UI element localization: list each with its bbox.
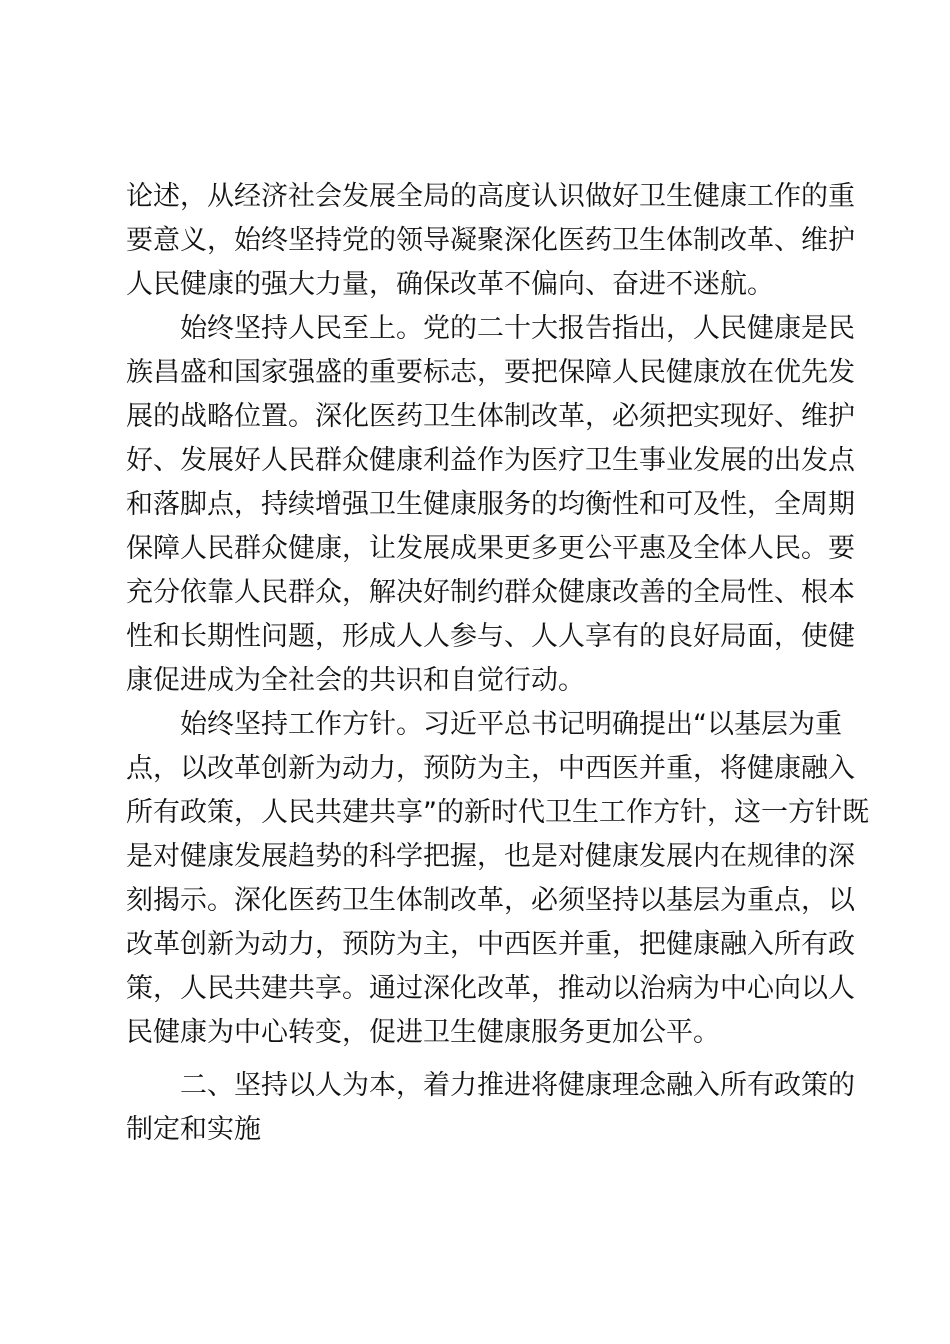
paragraph-first-line: 始终坚持人民至上。党的二十大报告指出，人民健康是民 xyxy=(180,313,855,344)
text-line: 好、发展好人民群众健康利益作为医疗卫生事业发展的出发点 xyxy=(126,445,855,476)
text-line: 人民健康的强大力量，确保改革不偏向、奋进不迷航。 xyxy=(126,269,774,300)
text-line: 和落脚点，持续增强卫生健康服务的均衡性和可及性，全周期 xyxy=(126,489,855,520)
text-line: 点，以改革创新为动力，预防为主，中西医并重，将健康融入 xyxy=(126,753,855,784)
text-line: 要意义，始终坚持党的领导凝聚深化医药卫生体制改革、维护 xyxy=(126,225,855,256)
text-line: 保障人民群众健康，让发展成果更多更公平惠及全体人民。要 xyxy=(126,533,855,564)
section-heading-line: 制定和实施 xyxy=(126,1114,261,1145)
text-line: 所有政策，人民共建共享”的新时代卫生工作方针，这一方针既 xyxy=(126,797,869,828)
text-line: 康促进成为全社会的共识和自觉行动。 xyxy=(126,665,585,696)
text-line: 刻揭示。深化医药卫生体制改革，必须坚持以基层为重点，以 xyxy=(126,885,855,916)
text-line: 族昌盛和国家强盛的重要标志，要把保障人民健康放在优先发 xyxy=(126,357,855,388)
text-line: 民健康为中心转变，促进卫生健康服务更加公平。 xyxy=(126,1017,720,1048)
section-heading-line: 二、坚持以人为本，着力推进将健康理念融入所有政策的 xyxy=(180,1070,855,1101)
text-line: 改革创新为动力，预防为主，中西医并重，把健康融入所有政 xyxy=(126,929,855,960)
text-line: 策，人民共建共享。通过深化改革，推动以治病为中心向以人 xyxy=(126,973,855,1004)
text-line: 展的战略位置。深化医药卫生体制改革，必须把实现好、维护 xyxy=(126,401,855,432)
text-line: 充分依靠人民群众，解决好制约群众健康改善的全局性、根本 xyxy=(126,577,855,608)
text-line: 性和长期性问题，形成人人参与、人人享有的良好局面，使健 xyxy=(126,621,855,652)
text-line: 是对健康发展趋势的科学把握，也是对健康发展内在规律的深 xyxy=(126,841,855,872)
paragraph-first-line: 始终坚持工作方针。习近平总书记明确提出“以基层为重 xyxy=(180,709,842,740)
text-line: 论述，从经济社会发展全局的高度认识做好卫生健康工作的重 xyxy=(126,181,855,212)
